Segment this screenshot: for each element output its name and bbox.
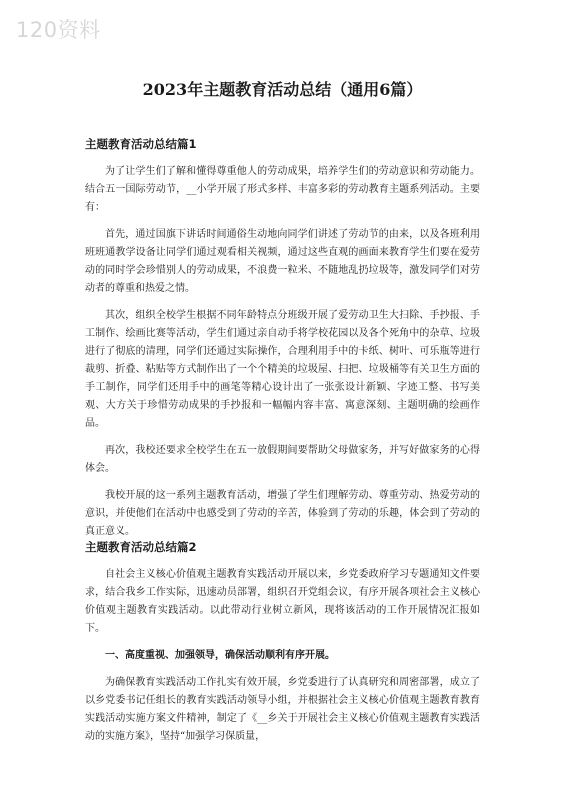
watermark-logo-text: 120资料: [16, 18, 101, 42]
section-1-paragraph-2: 首先，通过国旗下讲话时间通俗生动地向同学们讲述了劳动节的由来，以及各班利用班班通教学设备让同学们通过观看相关视频，通过这些直观的画面来教育学生们要在爱劳动的同时学会珍惜别人的劳动成果，不浪费一粒米、不随地乱扔垃圾等，激发同学们对劳动者的尊重和热爱之情。: [85, 229, 480, 294]
section-1-heading: 主题教育活动总结篇1: [85, 137, 197, 151]
section-1-paragraph-3: 其次，组织全校学生根据不同年龄特点分班级开展了爱劳动卫生大扫除、手抄报、手工制作、绘画比赛等活动，学生们通过亲自动手将学校花园以及各个死角中的杂草、垃圾进行了彻底的清理，同学们还通过实际操作，合理利用手中的卡纸、树叶、可乐瓶等进行裁剪、折叠、粘贴等方式制作出了一个个精美的垃圾屋、扫把、垃圾桶等有关卫生方面的手工制作，同学们还用手中的画笔等精心设计出了一张张设计新颖、字迹工整、书写美观、大方关于珍惜劳动成果的手抄报和一幅幅内容丰富、寓意深刻、主题明确的绘画作品。: [85, 310, 480, 429]
document-title: 2023年主题教育活动总结（通用6篇）: [142, 80, 423, 99]
section-1-paragraph-5: 我校开展的这一系列主题教育活动，增强了学生们理解劳动、尊重劳动、热爱劳动的意识，并使他们在活动中也感受到了劳动的辛苦，体验到了劳动的乐趣，体会到了劳动的真正意义。: [85, 490, 480, 537]
section-2-subheading: 一、高度重视、加强领导，确保活动顺利有序开展。: [105, 650, 335, 661]
section-2-body-paragraph: 为确保教育实践活动工作扎实有效开展，乡党委进行了认真研究和周密部署，成立了以乡党委书记任组长的教育实践活动领导小组，并根据社会主义核心价值观主题教育教育实践活动实施方案文件精神，制定了《__乡关于开展社会主义核心价值观主题教育实践活动的实施方案》，坚持“加强学习保质量，: [85, 677, 480, 742]
section-2-heading: 主题教育活动总结篇2: [85, 540, 197, 554]
section-2: [85, 539, 480, 755]
section-2-intro-paragraph: 自社会主义核心价值观主题教育实践活动开展以来，乡党委政府学习专题通知文件要求，结合我乡工作实际，迅速动员部署，组织召开党组会议，有序开展各项社会主义核心价值观主题教育实践活动。以此带动行业树立新风，现将该活动的工作开展情况汇报如下。: [85, 569, 480, 634]
section-1-paragraph-1: 为了让学生们了解和懂得尊重他人的劳动成果，培养学生们的劳动意识和劳动能力。结合五一国际劳动节，__小学开展了形式多样、丰富多彩的劳动教育主题系列活动。主要有：: [85, 166, 480, 213]
section-1-paragraph-4: 再次，我校还要求全校学生在五一放假期间要帮助父母做家务，并写好做家务的心得体会。: [85, 445, 480, 474]
section-1: [85, 136, 480, 550]
